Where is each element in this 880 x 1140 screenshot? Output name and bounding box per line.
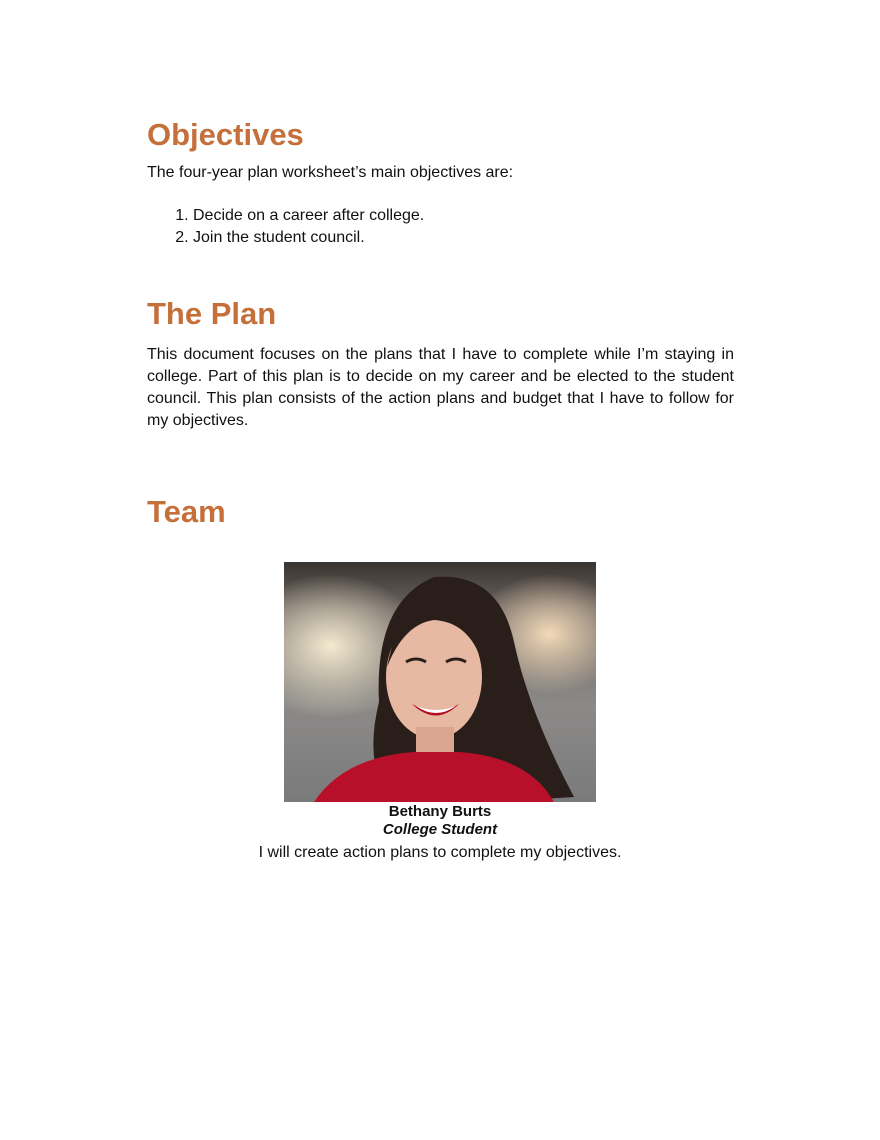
objectives-list [147, 205, 424, 249]
plan-body: This document focuses on the plans that I have to complete while I’m staying in college. Part of this plan is to decide on my career and be elected to the student council. This plan consists of the action plans and budget that I have to follow for my objectives. [147, 346, 734, 429]
portrait-image [284, 562, 596, 802]
team-member-role: College Student [382, 821, 498, 838]
objectives-intro: The four-year plan worksheet’s main objectives are: [147, 164, 514, 181]
list-item: 1. Decide on a career after college. [193, 205, 424, 227]
team-member-photo [284, 562, 596, 802]
team-member-name: Bethany Burts [388, 803, 492, 820]
team-member-description: I will create action plans to complete my objectives. [258, 844, 622, 861]
team-heading: Team [147, 494, 226, 529]
list-item: 2. Join the student council. [193, 227, 424, 249]
plan-heading: The Plan [147, 296, 277, 331]
objectives-heading: Objectives [147, 117, 304, 152]
